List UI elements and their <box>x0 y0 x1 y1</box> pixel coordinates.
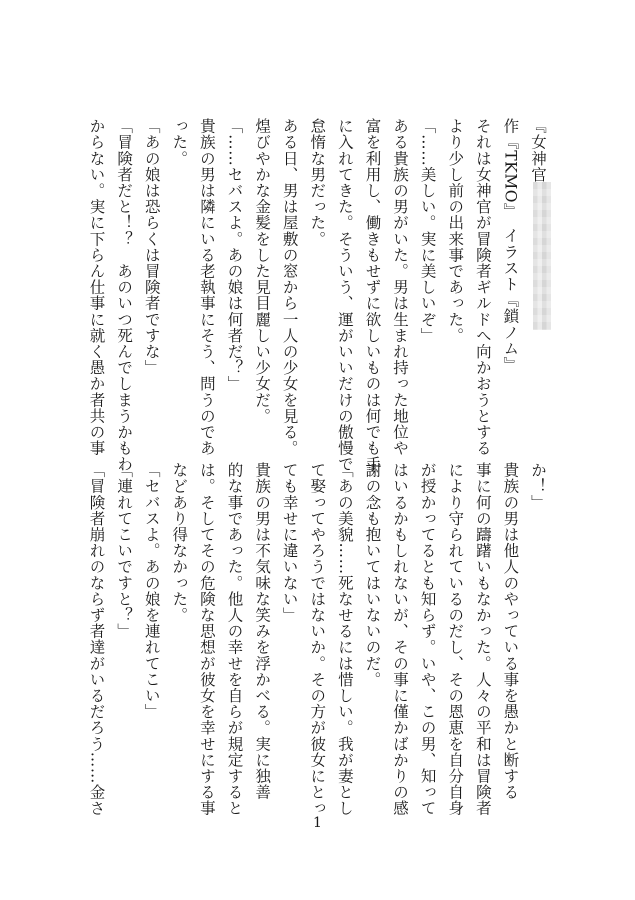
text-line: 謝の念も抱いてはいないのだ。 <box>363 462 382 688</box>
text-line: は。そしてその危険な思想が彼女を幸せにする事 <box>197 462 216 817</box>
text-line: 貴族の男は隣にいる老執事にそう、問うのであ <box>197 118 216 457</box>
text-line: った。 <box>170 118 189 167</box>
text-line: より少し前の出来事であった。 <box>446 118 465 344</box>
text-line: て娶ってやろうではないか。その方が彼女にとっ <box>308 462 327 817</box>
author-credit-line: 作『TKMO』 イラスト『鎖ノム』 <box>501 118 520 373</box>
text-line: 的な事であった。他人の幸せを自らが規定すると <box>225 462 244 817</box>
page-number: 1 <box>313 815 322 831</box>
text-line: 貴族の男は他人のやっている事を愚かと断する <box>501 462 520 801</box>
title-line: 『女神官 <box>523 118 551 460</box>
text-line: 怠惰な男だった。 <box>308 118 327 247</box>
text-line: 「セバスよ。あの娘を連れてこい」 <box>142 462 161 720</box>
text-line: により守られているのだし、その恩恵を自分自身 <box>446 462 465 817</box>
text-line: に入れてきた。そういう、運がいいだけの傲慢で <box>335 118 354 473</box>
text-line: からない。実に下らん仕事に就く愚か者共の事 <box>87 118 106 457</box>
text-line: ある日、男は屋敷の窓から一人の少女を見る。 <box>280 118 299 457</box>
text-line: 「冒険者だと！？ あのいつ死んでしまうかもわ <box>115 118 134 473</box>
text-line: ても幸せに違いない」 <box>280 462 299 623</box>
bottom-text-column <box>82 462 551 817</box>
text-line: 貴族の男は不気味な笑みを浮かべる。実に独善 <box>253 462 272 801</box>
text-line: 「冒険者崩れのならず者達がいるだろう……金さ <box>87 462 106 817</box>
text-line: 事に何の躊躇いもなかった。人々の平和は冒険者 <box>473 462 492 817</box>
text-line: 煌びやかな金髪をした見目麗しい少女だ。 <box>253 118 272 424</box>
text-line: ある貴族の男がいた。男は生まれ持った地位や <box>391 118 410 457</box>
text-line: それは女神官が冒険者ギルドへ向かおうとする <box>473 118 492 457</box>
text-line: 「……セバスよ。あの娘は何者だ？」 <box>225 118 244 392</box>
text-line: が授かってるとも知らず。いや、この男、知って <box>418 462 437 817</box>
text-line: 「あの美貌……死なせるには惜しい。我が妻とし <box>335 462 354 817</box>
text-line: 「……美しい。実に美しいぞ」 <box>418 118 437 344</box>
text-line: か！」 <box>529 462 547 511</box>
text-line: 「連れてこいですと？」 <box>115 462 134 640</box>
text-line: 「あの娘は恐らくは冒険者ですな」 <box>142 118 161 376</box>
top-text-column <box>82 118 551 473</box>
text-line: などあり得なかった。 <box>170 462 189 623</box>
text-line: はいるかもしれないが、その事に僅かばかりの感 <box>391 462 410 817</box>
censored-title-mosaic <box>533 182 551 329</box>
text-line: 富を利用し、働きもせずに欲しいものは何でも手 <box>363 118 382 473</box>
